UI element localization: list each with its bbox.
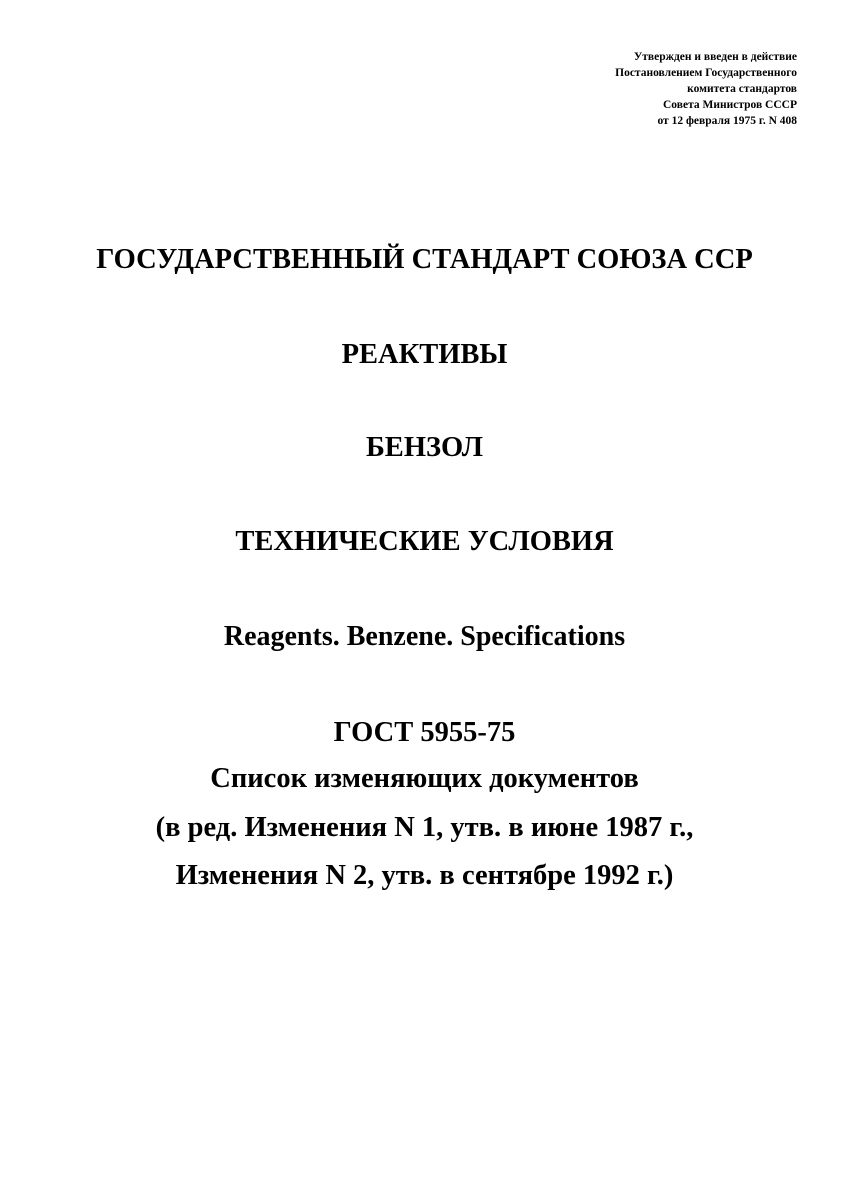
amendments-heading: Список изменяющих документов	[210, 763, 639, 794]
approval-line: комитета стандартов	[687, 83, 797, 95]
approval-block	[497, 49, 797, 129]
english-title: Reagents. Benzene. Specifications	[223, 621, 626, 652]
standard-designation: ГОСТ 5955-75	[333, 717, 516, 748]
amendment-line-2: Изменения N 2, утв. в сентябре 1992 г.)	[175, 860, 674, 891]
document-type: ТЕХНИЧЕСКИЕ УСЛОВИЯ	[235, 526, 614, 557]
document-subject: БЕНЗОЛ	[365, 432, 484, 463]
approval-line: Совета Министров СССР	[662, 99, 797, 111]
approval-line: Постановлением Государственного	[615, 67, 797, 79]
amendment-line-1: (в ред. Изменения N 1, утв. в июне 1987 г.,	[155, 812, 694, 843]
approval-line: от 12 февраля 1975 г. N 408	[657, 115, 797, 127]
document-section: РЕАКТИВЫ	[341, 339, 508, 370]
approval-line: Утвержден и введен в действие	[633, 51, 797, 63]
document-title: ГОСУДАРСТВЕННЫЙ СТАНДАРТ СОЮЗА ССР	[96, 244, 753, 275]
